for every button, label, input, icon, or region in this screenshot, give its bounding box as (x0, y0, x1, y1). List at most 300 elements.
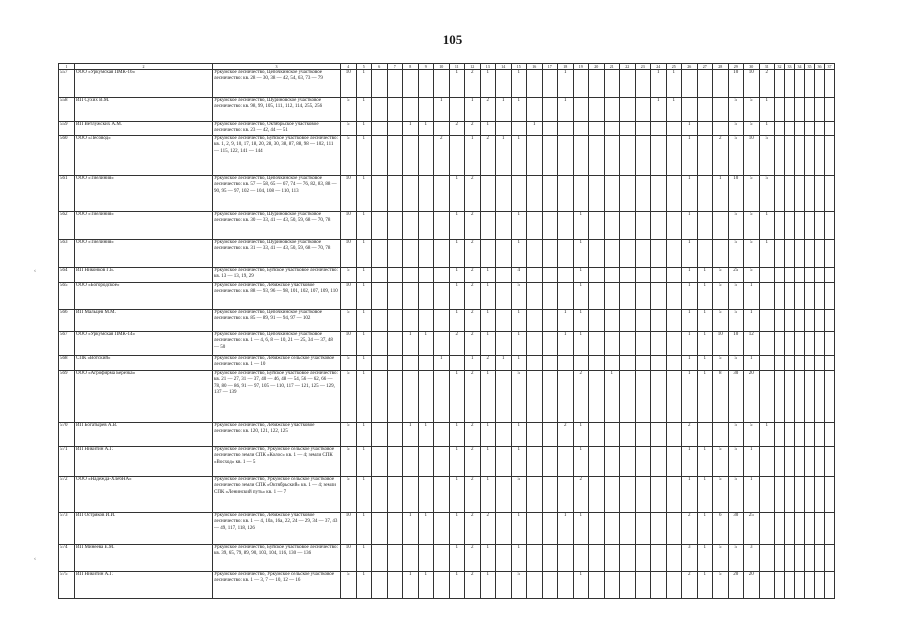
value-cell (651, 283, 667, 310)
value-cell (418, 545, 434, 572)
value-cell: 1 (449, 70, 465, 98)
value-cell (496, 212, 512, 240)
value-cell: 10 (341, 212, 357, 240)
value-cell (496, 371, 512, 423)
value-cell (635, 122, 651, 136)
value-cell (651, 513, 667, 545)
forestry-description: Уркумское лесничество, Шуриновское участковое лесничество: кв. 98, 99, 105, 111, 112, 114, 255, 256 (213, 98, 341, 122)
value-cell (635, 371, 651, 423)
value-cell (825, 70, 835, 98)
value-cell (604, 136, 620, 176)
value-cell: 1 (651, 98, 667, 122)
value-cell: 1 (682, 477, 698, 513)
value-cell (635, 98, 651, 122)
value-cell: 1 (480, 310, 496, 332)
column-number: 12 (465, 64, 481, 70)
value-cell: 5 (341, 122, 357, 136)
forestry-description: Уркумское лесничество, Лебяжское участковое лесничество: кв. 120, 121, 122, 125 (213, 423, 341, 447)
value-cell (666, 447, 682, 477)
value-cell: 5 (728, 423, 744, 447)
row-id: 574 (59, 545, 75, 572)
value-cell (713, 423, 729, 447)
value-cell (651, 447, 667, 477)
value-cell (604, 356, 620, 371)
value-cell: 5 (728, 477, 744, 513)
value-cell (666, 513, 682, 545)
value-cell (542, 545, 558, 572)
value-cell: 1 (496, 356, 512, 371)
forestry-description: Уркумское лесничество, Буйское участковое лесничество: кв. 39, 65, 79, 89, 90, 103, 104, 116, 130 — 136 (213, 545, 341, 572)
value-cell (620, 371, 636, 423)
value-cell: 1 (356, 545, 372, 572)
value-cell: 5 (341, 136, 357, 176)
forestry-description: Уркумское лесничество, Шуриновское участковое лесничество: кв. 30 — 33, 41 — 43, 50, 59, 68 — 70, 78 (213, 212, 341, 240)
value-cell: 10 (744, 70, 760, 98)
value-cell (403, 356, 419, 371)
value-cell (795, 371, 805, 423)
value-cell (795, 356, 805, 371)
value-cell (372, 477, 388, 513)
value-cell (775, 572, 785, 599)
value-cell: 1 (403, 423, 419, 447)
value-cell (542, 176, 558, 212)
value-cell (604, 70, 620, 98)
value-cell: 1 (496, 98, 512, 122)
value-cell: 5 (511, 283, 527, 310)
value-cell: 3 (744, 545, 760, 572)
row-id: 575 (59, 572, 75, 599)
value-cell: 1 (449, 283, 465, 310)
row-id: 571 (59, 447, 75, 477)
value-cell (666, 477, 682, 513)
value-cell (589, 371, 605, 423)
value-cell (558, 176, 574, 212)
value-cell (825, 212, 835, 240)
value-cell: 1 (682, 240, 698, 268)
value-cell (496, 572, 512, 599)
value-cell: 1 (558, 332, 574, 356)
organization-name: ИП Сухих В.М. (75, 98, 213, 122)
value-cell (759, 477, 775, 513)
forestry-description: Уркумское лесничество, Уркумское сельское участковое лесничество земли СПК «Колос» кв. 1 — 4; земли СПК «Восход» кв. 1 — 5 (213, 447, 341, 477)
row-id: 569 (59, 371, 75, 423)
value-cell (403, 310, 419, 332)
value-cell (795, 122, 805, 136)
value-cell (542, 447, 558, 477)
value-cell (542, 572, 558, 599)
value-cell: 5 (341, 477, 357, 513)
value-cell (403, 176, 419, 212)
table-row (59, 572, 835, 599)
table-row (59, 513, 835, 545)
column-number: 22 (620, 64, 636, 70)
value-cell: 1 (480, 70, 496, 98)
value-cell (558, 371, 574, 423)
value-cell: 5 (728, 240, 744, 268)
value-cell (620, 310, 636, 332)
value-cell (620, 136, 636, 176)
value-cell (527, 447, 543, 477)
value-cell (775, 70, 785, 98)
value-cell (527, 212, 543, 240)
value-cell: 1 (480, 477, 496, 513)
value-cell (635, 310, 651, 332)
value-cell: 1 (356, 513, 372, 545)
value-cell: 1 (434, 356, 450, 371)
value-cell (604, 423, 620, 447)
value-cell (697, 240, 713, 268)
value-cell: 1 (511, 423, 527, 447)
value-cell: 10 (744, 136, 760, 176)
value-cell (825, 572, 835, 599)
value-cell (589, 332, 605, 356)
value-cell (527, 240, 543, 268)
value-cell (372, 122, 388, 136)
value-cell (496, 477, 512, 513)
value-cell (775, 447, 785, 477)
value-cell (785, 268, 795, 283)
value-cell (542, 513, 558, 545)
organization-name: ИП Никитин А.Г. (75, 572, 213, 599)
value-cell (496, 176, 512, 212)
value-cell (573, 98, 589, 122)
value-cell (558, 136, 574, 176)
value-cell (418, 240, 434, 268)
value-cell: 1 (759, 212, 775, 240)
value-cell (785, 122, 795, 136)
value-cell: 2 (465, 283, 481, 310)
value-cell (434, 477, 450, 513)
value-cell: 5 (713, 447, 729, 477)
value-cell (589, 98, 605, 122)
value-cell (542, 283, 558, 310)
value-cell: 10 (341, 283, 357, 310)
value-cell (759, 447, 775, 477)
value-cell (434, 310, 450, 332)
value-cell (434, 283, 450, 310)
value-cell (589, 310, 605, 332)
value-cell (785, 212, 795, 240)
value-cell (805, 545, 815, 572)
value-cell (785, 136, 795, 176)
row-id: 557 (59, 70, 75, 98)
value-cell (759, 545, 775, 572)
value-cell (589, 423, 605, 447)
value-cell (697, 98, 713, 122)
value-cell (713, 212, 729, 240)
value-cell: 5 (728, 212, 744, 240)
column-number: 5 (356, 64, 372, 70)
forestry-description: Уркумское лесничество, Октябрьское участковое лесничество: кв. 23 — 42, 44 — 51 (213, 122, 341, 136)
value-cell: 2 (713, 136, 729, 176)
value-cell: 1 (682, 268, 698, 283)
value-cell (387, 332, 403, 356)
value-cell (496, 310, 512, 332)
value-cell: 1 (697, 268, 713, 283)
value-cell: 1 (759, 240, 775, 268)
value-cell: 2 (465, 176, 481, 212)
value-cell (620, 240, 636, 268)
column-number: 36 (815, 64, 825, 70)
value-cell (589, 240, 605, 268)
value-cell (775, 176, 785, 212)
value-cell (815, 513, 825, 545)
value-cell (604, 310, 620, 332)
value-cell: 2 (465, 212, 481, 240)
value-cell: 10 (728, 332, 744, 356)
value-cell: 5 (341, 98, 357, 122)
value-cell (795, 70, 805, 98)
value-cell: 5 (713, 283, 729, 310)
value-cell (666, 423, 682, 447)
value-cell (815, 447, 825, 477)
row-id: 564 (59, 268, 75, 283)
value-cell (666, 283, 682, 310)
value-cell (604, 98, 620, 122)
column-number: 16 (527, 64, 543, 70)
value-cell: 5 (341, 447, 357, 477)
column-number: 37 (825, 64, 835, 70)
organization-name: ИП Минеева Е.М. (75, 545, 213, 572)
forestry-description: Уркумское лесничество, Буйское участковое лесничество: кв. 21 — 27, 31 — 37, 40 — 46, 48 — 54, 56 — 62, 66 — 78, 80 — 86, 91 — 97, 105 — 110, 117 — 121, 125 — 129, 137 — 139 (213, 371, 341, 423)
value-cell: 2 (465, 332, 481, 356)
value-cell: 10 (341, 545, 357, 572)
value-cell (558, 268, 574, 283)
value-cell: 5 (759, 136, 775, 176)
value-cell (434, 332, 450, 356)
value-cell: 5 (744, 240, 760, 268)
value-cell: 1 (480, 545, 496, 572)
value-cell (620, 98, 636, 122)
value-cell: 1 (697, 545, 713, 572)
value-cell (805, 447, 815, 477)
value-cell: 1 (480, 122, 496, 136)
organization-name: ООО «Агрофирма Березка» (75, 371, 213, 423)
value-cell (635, 447, 651, 477)
table-row (59, 371, 835, 423)
value-cell: 6 (713, 513, 729, 545)
forestry-description: Уркумское лесничество, Лебяжское участковое лесничество: кв. 88 — 93, 96 — 98, 101, 102, 107, 109, 110 (213, 283, 341, 310)
value-cell (651, 477, 667, 513)
organization-name: ООО «Богородское» (75, 283, 213, 310)
column-number: 24 (651, 64, 667, 70)
organization-name: ООО «Тиелиния» (75, 212, 213, 240)
value-cell (527, 310, 543, 332)
value-cell (372, 176, 388, 212)
value-cell: 2 (465, 513, 481, 545)
value-cell: 5 (728, 98, 744, 122)
value-cell (666, 212, 682, 240)
forestry-description: Уркумское лесничество, Цепочкинское участковое лесничество: кв. 57 — 58, 65 — 67, 74 — 76, 82, 83, 88 — 90, 95 — 97, 102 — 104, 108 — 110, 113 (213, 176, 341, 212)
value-cell (418, 447, 434, 477)
row-id: 562 (59, 212, 75, 240)
value-cell: 2 (449, 122, 465, 136)
value-cell (635, 423, 651, 447)
value-cell: 2 (449, 332, 465, 356)
value-cell (805, 477, 815, 513)
value-cell (825, 240, 835, 268)
value-cell: 5 (341, 356, 357, 371)
value-cell: 5 (744, 176, 760, 212)
value-cell (558, 356, 574, 371)
value-cell: 10 (728, 70, 744, 98)
column-number: 25 (666, 64, 682, 70)
value-cell (825, 310, 835, 332)
value-cell (682, 70, 698, 98)
value-cell (785, 310, 795, 332)
value-cell (418, 176, 434, 212)
value-cell: 1 (511, 356, 527, 371)
value-cell: 5 (744, 423, 760, 447)
value-cell: 2 (480, 356, 496, 371)
value-cell: 2 (465, 423, 481, 447)
value-cell (795, 283, 805, 310)
value-cell (795, 545, 805, 572)
value-cell: 1 (759, 122, 775, 136)
value-cell: 20 (728, 572, 744, 599)
value-cell: 1 (558, 70, 574, 98)
value-cell: 1 (356, 356, 372, 371)
value-cell (805, 423, 815, 447)
value-cell (795, 176, 805, 212)
value-cell: 1 (434, 98, 450, 122)
value-cell: 10 (341, 332, 357, 356)
value-cell: 1 (465, 136, 481, 176)
value-cell (542, 70, 558, 98)
organization-name: ООО «Тиелиния» (75, 176, 213, 212)
value-cell (403, 477, 419, 513)
forestry-description: Уркумское лесничество, Уркумское сельское участковое лесничество земли СПК «Октябрьский» кв. 1 — 4; земли СПК «Ленинский путь» кв. 1 — 7 (213, 477, 341, 513)
value-cell (496, 283, 512, 310)
row-id: 568 (59, 356, 75, 371)
value-cell (496, 70, 512, 98)
value-cell (418, 98, 434, 122)
value-cell (825, 423, 835, 447)
value-cell (496, 447, 512, 477)
value-cell (651, 240, 667, 268)
value-cell (418, 212, 434, 240)
value-cell: 10 (713, 332, 729, 356)
column-number: 34 (795, 64, 805, 70)
value-cell (372, 545, 388, 572)
value-cell: 5 (713, 268, 729, 283)
value-cell (785, 70, 795, 98)
value-cell (759, 572, 775, 599)
value-cell: 2 (480, 513, 496, 545)
value-cell (449, 356, 465, 371)
value-cell: 5 (341, 423, 357, 447)
value-cell (387, 371, 403, 423)
value-cell (635, 572, 651, 599)
value-cell: 1 (356, 70, 372, 98)
value-cell (480, 240, 496, 268)
value-cell (527, 268, 543, 283)
column-number: 32 (775, 64, 785, 70)
value-cell (527, 513, 543, 545)
value-cell (785, 240, 795, 268)
value-cell: 1 (697, 447, 713, 477)
value-cell (573, 122, 589, 136)
value-cell (372, 356, 388, 371)
value-cell: 1 (558, 513, 574, 545)
value-cell (805, 136, 815, 176)
row-id: 558 (59, 98, 75, 122)
value-cell (775, 545, 785, 572)
value-cell (527, 356, 543, 371)
value-cell (418, 283, 434, 310)
forestry-description: Уркумское лесничество, Уркумское сельское участковое лесничество: кв. 1 — 3, 7 — 10, 12 — 16 (213, 572, 341, 599)
value-cell (815, 283, 825, 310)
value-cell (372, 70, 388, 98)
value-cell (666, 356, 682, 371)
value-cell: 2 (465, 310, 481, 332)
organization-name: ИП Никитин А.Г. (75, 447, 213, 477)
value-cell (666, 268, 682, 283)
value-cell (418, 70, 434, 98)
value-cell (759, 371, 775, 423)
value-cell (604, 176, 620, 212)
table-row (59, 268, 835, 283)
value-cell (805, 332, 815, 356)
value-cell (697, 122, 713, 136)
value-cell (815, 70, 825, 98)
forestry-description: Уркумское лесничество, Буйское участковое лесничество: кв. 13 — 13, 19, 29 (213, 268, 341, 283)
value-cell: 5 (713, 572, 729, 599)
value-cell (759, 356, 775, 371)
value-cell (697, 212, 713, 240)
value-cell (387, 477, 403, 513)
row-id: 566 (59, 310, 75, 332)
column-number: 8 (403, 64, 419, 70)
value-cell (372, 212, 388, 240)
value-cell (604, 477, 620, 513)
value-cell (635, 332, 651, 356)
value-cell (795, 98, 805, 122)
value-cell: 25 (744, 513, 760, 545)
value-cell (372, 447, 388, 477)
value-cell (805, 70, 815, 98)
value-cell (825, 283, 835, 310)
value-cell (651, 332, 667, 356)
value-cell (527, 136, 543, 176)
value-cell (713, 122, 729, 136)
column-number: 17 (542, 64, 558, 70)
value-cell (635, 176, 651, 212)
value-cell (697, 176, 713, 212)
value-cell (805, 98, 815, 122)
value-cell (434, 122, 450, 136)
value-cell (418, 477, 434, 513)
value-cell (825, 477, 835, 513)
table-row (59, 447, 835, 477)
value-cell: 1 (356, 477, 372, 513)
value-cell (387, 572, 403, 599)
organization-name: СПК «Вотский» (75, 356, 213, 371)
value-cell: 2 (465, 477, 481, 513)
value-cell (511, 122, 527, 136)
value-cell (542, 268, 558, 283)
value-cell (825, 356, 835, 371)
value-cell (805, 268, 815, 283)
forestry-description: Уркумское лесничество, Цепочкинское участковое лесничество: кв. 1 — 4, 6, 8 — 10, 21 — 25, 34 — 37, 48 — 50 (213, 332, 341, 356)
row-id: 567 (59, 332, 75, 356)
value-cell (496, 545, 512, 572)
value-cell: 1 (697, 572, 713, 599)
value-cell (815, 136, 825, 176)
value-cell: 1 (682, 176, 698, 212)
value-cell: 5 (759, 176, 775, 212)
value-cell: 2 (573, 371, 589, 423)
